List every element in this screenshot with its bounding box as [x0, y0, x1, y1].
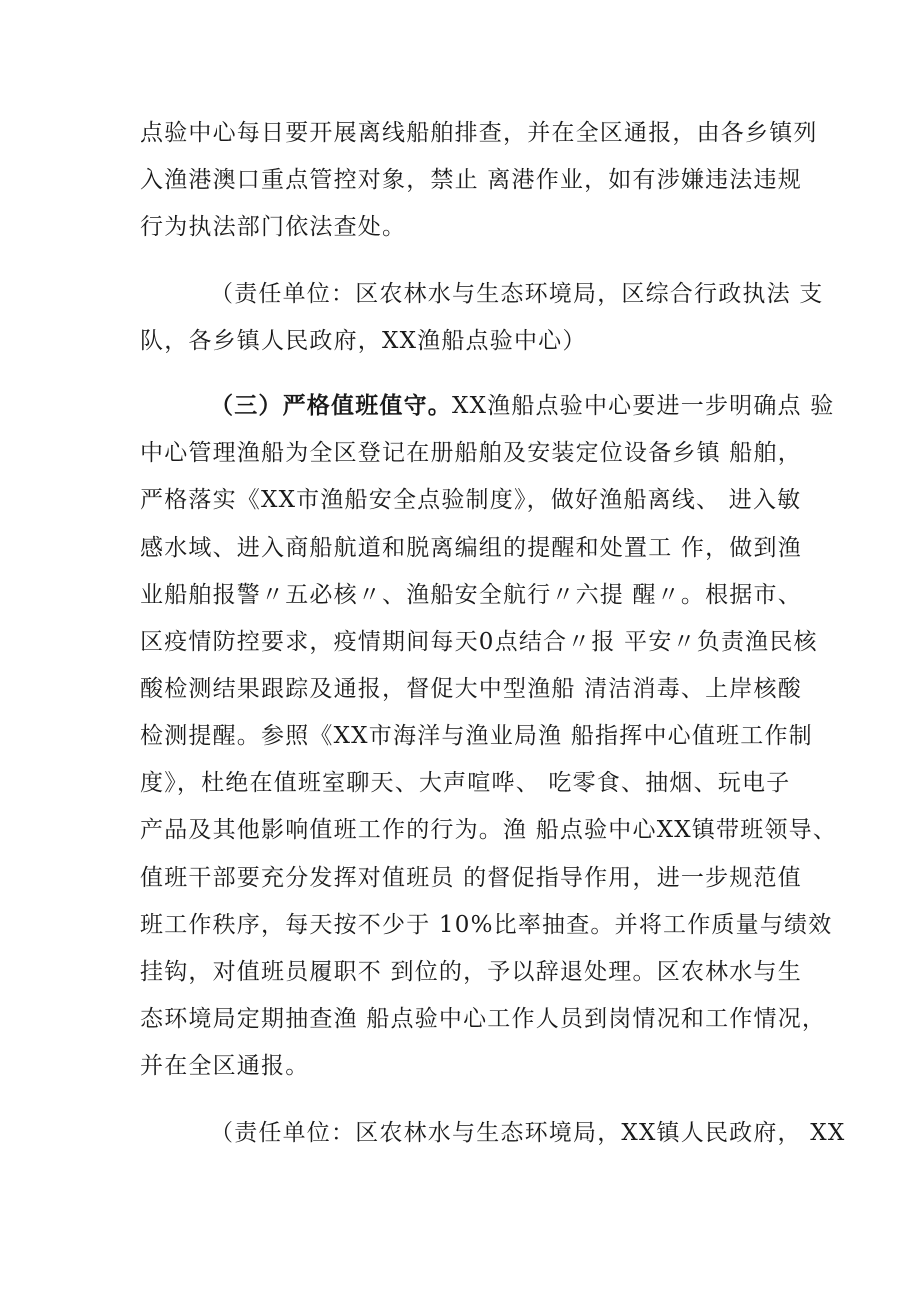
- paragraph-3-line-4: 感水域、进入商船航道和脱离编组的提醒和处置工 作，做到渔: [140, 535, 802, 561]
- paragraph-1-line-2: 入渔港澳口重点管控对象，禁止 离港作业，如有涉嫌违法违规: [140, 167, 802, 193]
- paragraph-3-line-2: 中心管理渔船为全区登记在册船舶及安装定位设备乡镇 船舶，: [140, 440, 802, 466]
- paragraph-1-line-1: 点验中心每日要开展离线船舶排查，并在全区通报，由各乡镇列: [140, 120, 818, 146]
- paragraph-3-line-10: 产品及其他影响值班工作的行为。渔 船点验中心XX镇带班领导、: [140, 817, 838, 843]
- section-heading: （三）严格值班值守。: [210, 392, 452, 419]
- paragraph-2-line-1: （责任单位：区农林水与生态环境局，区综合行政执法 支: [210, 281, 824, 307]
- paragraph-2-line-2: 队，各乡镇人民政府，XX渔船点验中心）: [140, 328, 587, 354]
- paragraph-3-line-14: 态环境局定期抽查渔 船点验中心工作人员到岗情况和工作情况，: [140, 1006, 827, 1032]
- paragraph-3-line-9: 度》，杜绝在值班室聊天、大声喧哗、 吃零食、抽烟、玩电子: [140, 770, 791, 796]
- paragraph-1-line-3: 行为执法部门依法查处。: [140, 214, 407, 240]
- paragraph-3-line-11: 值班干部要充分发挥对值班员 的督促指导作用，进一步规范值: [140, 865, 802, 891]
- paragraph-3-line-8: 检测提醒。参照《XX市海洋与渔业局渔 船指挥中心值班工作制: [140, 723, 813, 749]
- paragraph-3-line-7: 酸检测结果跟踪及通报，督促大中型渔船 清洁消毒、上岸核酸: [140, 676, 802, 702]
- paragraph-3-line-3: 严格落实《XX市渔船安全点验制度》，做好渔船离线、 进入敏: [140, 487, 802, 513]
- paragraph-3-line-13: 挂钩，对值班员履职不 到位的，予以辞退处理。区农林水与生: [140, 959, 802, 985]
- paragraph-3-line-6: 区疫情防控要求，疫情期间每天0点结合〃报 平安〃负责渔民核: [140, 629, 818, 655]
- paragraph-4-line-1: （责任单位：区农林水与生态环境局，XX镇人民政府， XX: [210, 1120, 846, 1146]
- paragraph-3-line-12: 班工作秩序，每天按不少于 10%比率抽查。并将工作质量与绩效: [140, 912, 833, 938]
- paragraph-3-line-1-text: XX渔船点验中心要进一步明确点 验: [452, 393, 835, 419]
- paragraph-3-line-5: 业船舶报警〃五必核〃、渔船安全航行〃六提 醒〃。根据市、: [140, 582, 802, 608]
- paragraph-3-line-15: 并在全区通报。: [140, 1053, 310, 1079]
- paragraph-3-line-1: [210, 386, 834, 426]
